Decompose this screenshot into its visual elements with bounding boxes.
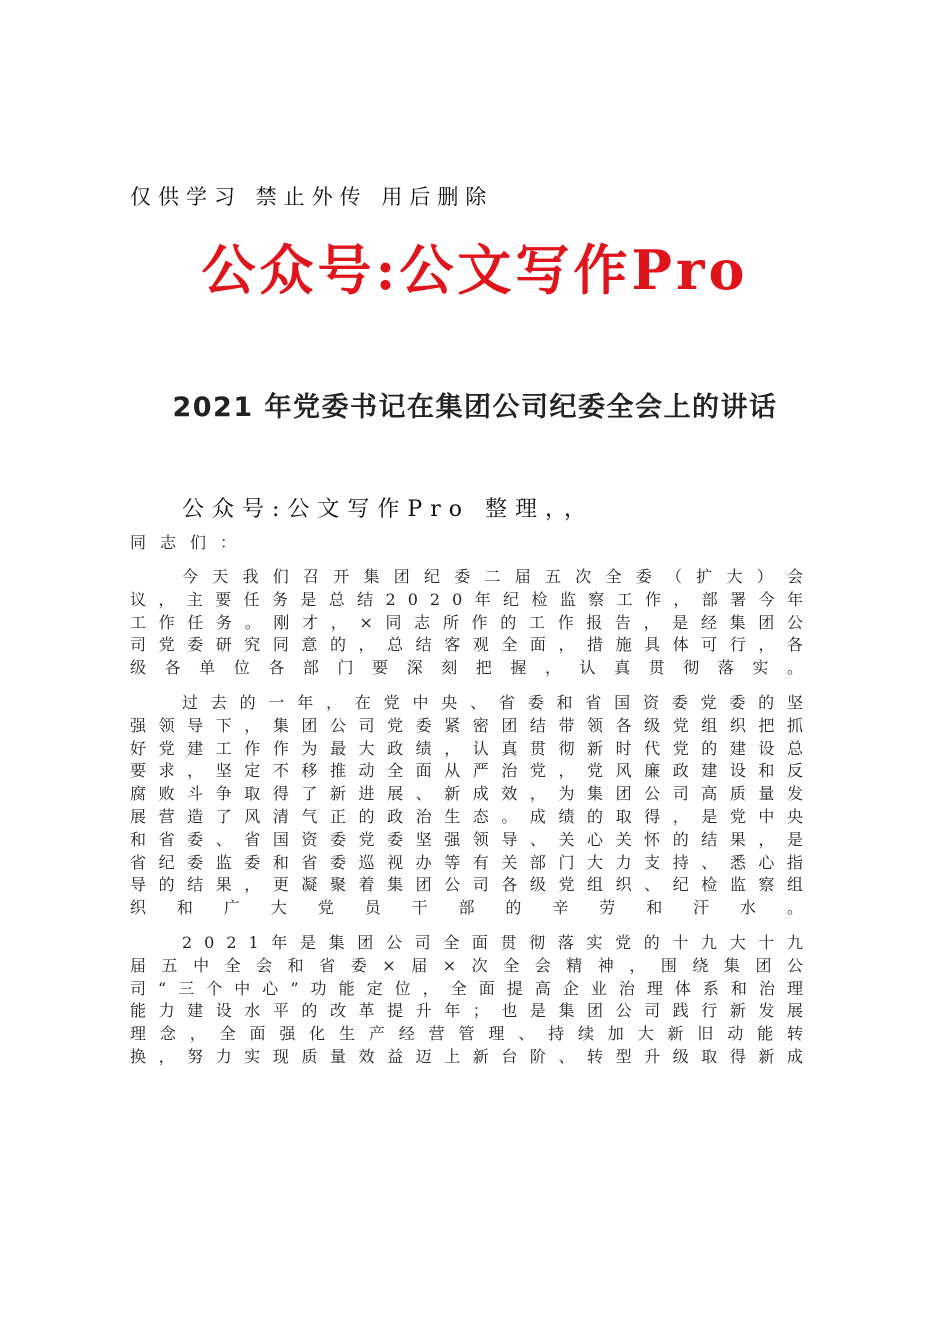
paragraph-1: 今天我们召开集团纪委二届五次全委（扩大）会议，主要任务是总结2020年纪检监察工作，部署今年工作任务。刚才，×同志所作的工作报告，是经集团公司党委研究同意的，总结客观全面，措施具体可行，各级各单位各部门要深刻把握，认真贯彻落实。 [130,567,815,678]
document-body [130,566,815,1081]
brand-watermark-title: 公众号:公文写作Pro [201,238,749,302]
restriction-notice: 仅供学习 禁止外传 用后删除 [130,185,494,209]
salutation: 同志们： [130,533,251,552]
paragraph-2: 过去的一年，在党中央、省委和省国资委党委的坚强领导下，集团公司党委紧密团结带领各级党组织把抓好党建工作作为最大政绩，认真贯彻新时代党的建设总要求，坚定不移推动全面从严治党，党风廉政建设和反腐败斗争取得了新进展、新成效，为集团公司高质量发展营造了风清气正的政治生态。成绩的取得，是党中央和省委、省国资委党委坚强领导、关心关怀的结果，是省纪委监委和省委巡视办等有关部门大力支持、悉心指导的结果，更凝聚着集团公司各级党组织、纪检监察组织和广大党员干部的辛劳和汗水。 [130,692,815,918]
document-title: 2021 年党委书记在集团公司纪委全会上的讲话 [172,392,778,423]
source-line: 公众号:公文写作Pro 整理，， [182,497,594,522]
paragraph-3: 2021年是集团公司全面贯彻落实党的十九大十九届五中全会和省委×届×次全会精神，围绕集团公司“三个中心”功能定位，全面提高企业治理体系和治理能力建设水平的改革提升年；也是集团公司践行新发展理念，全面强化生产经营管理、持续加大新旧动能转换，努力实现质量效益迈上新台阶、转型升级取得新成 [130,932,815,1066]
